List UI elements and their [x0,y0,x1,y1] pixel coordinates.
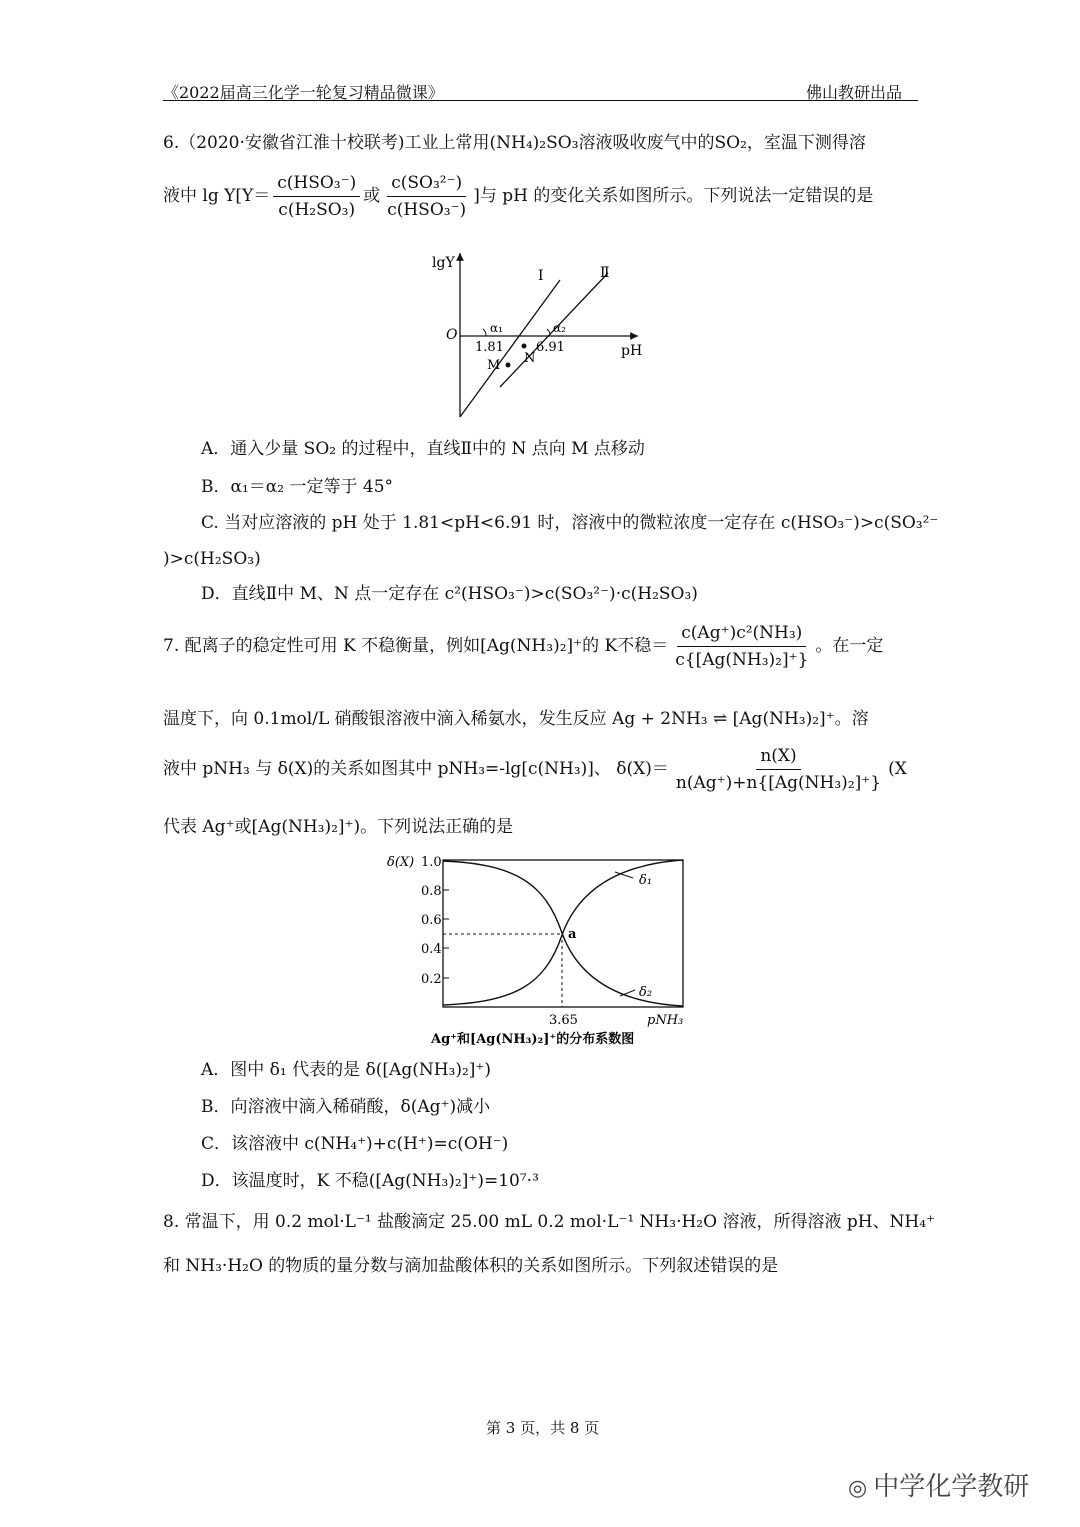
q7-delta-frac [672,745,885,794]
q7-ytick-0.2: 0.2 [421,972,442,987]
q6-stem-line1: 6.（2020·安徽省江淮十校联考)工业上常用(NH₄)₂SO₃溶液吸收废气中的SO₂，室温下测得溶 [163,133,866,153]
q7-figure [385,850,695,1050]
q7-stem-line4: 代表 Ag⁺或[Ag(NH₃)₂]⁺)。下列说法正确的是 [163,817,514,837]
q7-delta-den: n(Ag⁺)+n{[Ag(NH₃)₂]⁺} [675,773,882,793]
q6-option-c-line1: C. 当对应溶液的 pH 处于 1.81<pH<6.91 时，溶液中的微粒浓度一定存在 c(HSO₃⁻)>c(SO₃²⁻ [201,513,939,533]
q6-origin: O [446,327,458,343]
q6-N: N [524,351,536,366]
q6-x1: 1.81 [475,340,504,355]
q7-delta2: δ₂ [639,985,653,1000]
q7-delta-num: n(X) [756,745,800,770]
watermark [848,1466,1029,1503]
q7-k-frac [671,622,812,671]
q6-xlabel: pH [621,343,643,359]
q6-point-M [506,363,511,368]
q7-option-a: A．图中 δ₁ 代表的是 δ([Ag(NH₃)₂]⁺) [201,1060,492,1080]
q6-alpha1: α₁ [490,321,503,335]
q6-alpha1-arc [483,329,486,336]
q6-label-I: I [538,268,544,284]
q7-line3-post: (X [888,759,907,779]
q8-stem-line2: 和 NH₃·H₂O 的物质的量分数与滴加盐酸体积的关系如图所示。下列叙述错误的是 [163,1256,779,1276]
q7-option-d: D．该温度时，K 不稳([Ag(NH₃)₂]⁺)=10⁷·³ [201,1171,539,1191]
q7-k-num: c(Ag⁺)c²(NH₃) [677,622,806,647]
header-right: 佛山教研出品 [806,83,903,102]
q6-frac2 [383,172,470,221]
q6-x2: 6.91 [536,340,565,355]
q7-ylabel: δ(X) [387,855,415,870]
q6-frac1 [273,172,360,221]
q6-ylabel: lgY [432,255,455,271]
q6-label-II: Ⅱ [600,265,610,281]
q7-stem-line1 [163,622,883,671]
q7-ytick-1.0: 1.0 [421,855,442,870]
q6-stem-line2 [163,172,873,221]
q7-ytick-0.6: 0.6 [421,913,442,928]
q7-caption: Ag⁺和[Ag(NH₃)₂]⁺的分布系数图 [431,1032,635,1047]
q7-ytick-0.8: 0.8 [421,884,442,899]
watermark-text: 中学化学教研 [873,1472,1030,1502]
q6-option-a: A．通入少量 SO₂ 的过程中，直线Ⅱ中的 N 点向 M 点移动 [201,439,645,459]
q7-line1-pre: 7. 配离子的稳定性可用 K 不稳衡量，例如[Ag(NH₃)₂]⁺的 K不稳＝ [163,636,669,656]
header-rule [163,100,918,101]
q7-xlabel: pNH₃ [647,1013,684,1028]
q6-alpha2: α₂ [553,321,566,335]
q7-k-den: c{[Ag(NH₃)₂]⁺} [675,650,809,670]
q6-frac2-num: c(SO₃²⁻) [387,172,466,197]
q6-option-b: B．α₁＝α₂ 一定等于 45° [201,477,394,497]
q6-option-d: D．直线Ⅱ中 M、N 点一定存在 c²(HSO₃⁻)>c(SO₃²⁻)·c(H₂SO₃) [201,584,698,604]
q6-M: M [487,358,501,373]
header-left: 《2022届高三化学一轮复习精品微课》 [163,83,444,102]
q6-frac1-den: c(H₂SO₃) [278,200,356,220]
q7-delta2-leader [620,990,635,996]
q7-stem-line3 [163,745,907,794]
q7-option-c: C．该溶液中 c(NH₄⁺)+c(H⁺)=c(OH⁻) [201,1134,509,1154]
q6-or: 或 [363,186,381,206]
q8-stem-line1: 8. 常温下，用 0.2 mol·L⁻¹ 盐酸滴定 25.00 mL 0.2 mol·L⁻¹ NH₃·H₂O 溶液，所得溶液 pH、NH₄⁺ [163,1212,936,1232]
q7-point-a: a [568,927,577,942]
q6-frac1-num: c(HSO₃⁻) [273,172,360,197]
q7-line1-post: 。在一定 [815,636,884,656]
q6-option-c-line2: )>c(H₂SO₃) [163,549,261,569]
q7-ytick-0.4: 0.4 [421,942,442,957]
q7-stem-line2: 温度下，向 0.1mol/L 硝酸银溶液中滴入稀氨水，发生反应 Ag + 2NH₃ ⇌ [Ag(NH₃)₂]⁺。溶 [163,709,869,729]
q6-frac2-den: c(HSO₃⁻) [387,200,467,220]
wechat-icon: ◎ [848,1476,868,1501]
q6-point-N [522,344,527,349]
q7-option-b: B．向溶液中滴入稀硝酸，δ(Ag⁺)减小 [201,1097,491,1117]
q7-delta1: δ₁ [639,873,653,888]
q7-line3-pre: 液中 pNH₃ 与 δ(X)的关系如图其中 pNH₃=-lg[c(NH₃)]、 δ(X)＝ [163,759,669,779]
q6-line2-post: ]与 pH 的变化关系如图所示。下列说法一定错误的是 [473,186,874,206]
q6-line2-pre: 液中 lg Y[Y＝ [163,186,271,206]
q7-xtick: 3.65 [549,1013,578,1028]
q6-figure [420,245,660,425]
page-footer: 第 3 页，共 8 页 [486,1419,600,1437]
